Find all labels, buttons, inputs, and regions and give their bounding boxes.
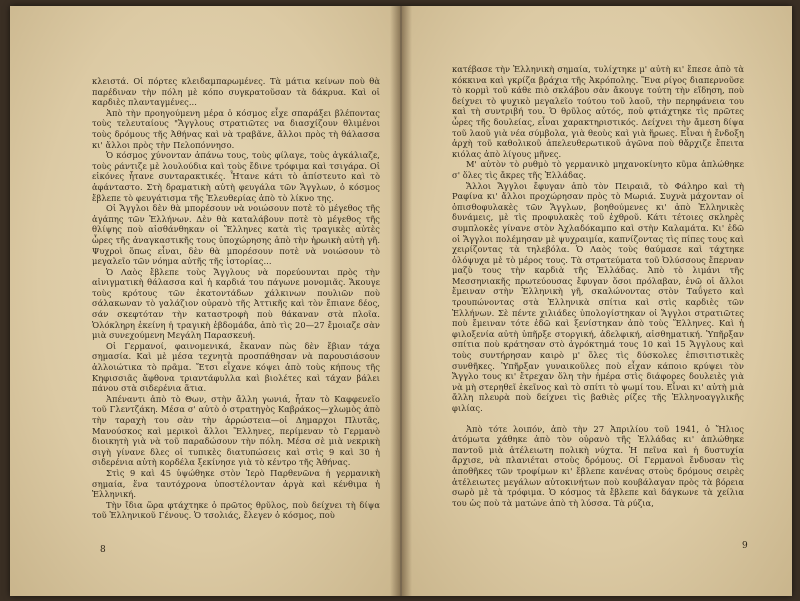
right-page — [402, 6, 792, 596]
paragraph: Ἀπὸ τότε λοιπόν, ἀπὸ τὴν 27 Ἀπριλίου τοῦ 1941, ὁ Ἥλιος ἀτόμωτα χάθηκε ἀπὸ τὸν οὐρανὸ τῆς Ἑλλάδας κι' ἁπλώθηκε παντοῦ μιὰ ἀτέλειωτη πολικὴ νύχτα. Ἡ πεῖνα καὶ ἡ δυστυχία ἄρχισε, νὰ πλανιέται στοὺς δρόμους. Οἱ Γερμανοὶ ἔνδυσαν τὶς ἀποθῆκες τῶν τροφίμων κι' ἔβλεπε κανένας στοὺς δρόμους σειρὲς ἀτέλειωτες μεγάλων αὐτοκινήτων ποὺ κουβάλαγαν πρὸς τὰ βόρεια σωρὸ μὲ τὰ τρόφιμα. Ὁ κόσμος τὰ ἔβλεπε καὶ δάγκωνε τὰ χείλια του ὡς ποὺ τὰ ματώνε ἀπὸ τὴ λύσσα. Τὰ ρύζια, — [452, 423, 744, 508]
paragraph: Ἀπὸ τὴν προηγούμενη μέρα ὁ κόσμος εἶχε σπαράξει βλέποντας τοὺς τελευταίους "Ἄγγλους στρατιῶτες να διασχίζουν θλιμένοι τοὺς δρόμους τῆς Ἀθήνας καὶ νὰ τραβᾶνε, ἄλλοι πρὸς τὴ θάλασσα κι' ἄλλοι πρὸς τὴν Πελοπόννησο. — [92, 107, 380, 150]
paragraph: Ἀπέναντι ἀπὸ τὸ Θων, στὴν ἄλλη γωνιά, ἦταν τὸ Καφφενεῖο τοῦ Γλεντζάκη. Μέσα σ' αὐτὸ ὁ στρατηγὸς Καβράκος—χλωμὸς ἀπὸ τὴν ταραχὴ του σὰν τὴν ἀρρώστεια—οἱ Δημαρχοι Πλυτᾶς, Μανούσκος καὶ μερικοὶ ἄλλοι Ἕλληνες, περίμεναν τὸ Γερμανὸ διοικητὴ γιὰ νὰ τοῦ παραδώσουν τὴν πόλη. Μέσα σὲ μιὰ νεκρικὴ σιγὴ γίνανε δλες οἱ τυπικὲς διατυπώσεις καὶ στὶς 9 καὶ 30 ἡ σιδερένια αὐτὴ κορδέλα ξεκίνησε γιὰ τὸ κέντρο τῆς Ἀθήνας. — [92, 393, 380, 468]
left-page — [10, 6, 400, 596]
paragraph: Ὁ κόσμος χύνονταν ἀπάνω τους, τοὺς φίλαγε, τοὺς ἀγκάλιαζε, τοὺς ράντιζε μὲ λουλούδια καὶ τοὺς ἔδινε τρόφιμα καὶ τσιγάρα. Οἱ εἰκόνες ἦτανε συνταρακτικές. Ἦτανε κάτι τὸ ἀπίστευτο καὶ τὸ ἀφάνταστο. Στὴ δραματικὴ αὐτὴ φευγάλα τῶν Ἄγγλων, ὁ κόσμος ἔβλεπε τὸ φευγάτισμα τῆς Ἐλευθερίας ἀπὸ τὸ λίκνο της. — [92, 150, 380, 203]
right-page-text — [452, 64, 744, 508]
paragraph: κλειστά. Οἱ πόρτες κλειδαμπαρωμένες. Τὰ μάτια κείνων ποὺ θὰ παρέδιναν τὴν πόλη μὲ κόπο συγκρατοῦσαν τὰ δάκρυα. Καὶ οἱ καρδιὲς πλανταγμένες... — [92, 76, 380, 108]
paragraph: Στὶς 9 καὶ 45 ὑψώθηκε στὸν Ἱερὸ Παρθενῶνα ἡ γερμανικὴ σημαία, ἕνα ταυτόχρονα ὑποστέλονταν ἀργὰ καὶ κένθιμα ἡ Ἑλληνική. — [92, 467, 380, 500]
page-number: 9 — [742, 541, 748, 551]
paragraph: Οἱ Γερμανοί, φαινομενικά, ἔκαναν πὼς δὲν ἔβιαν τάχα σημασία. Καὶ μὲ μέσα τεχνητὰ προσπάθησαν νὰ παρουσιάσουν ἀλλοιώτικα τὸ πρᾶμα. Ἔτσι εἶχανε κόψει ἀπὸ τοὺς κήπους τῆς Κηφισσιᾶς ἄφθονα τριαντάφυλλα καὶ βιολέτες καὶ τάχαν βάλει πάνου στὰ σιδερένια ἅτια. — [92, 340, 380, 394]
book-spread — [10, 6, 792, 596]
paragraph: Μ' αὐτὸν τὸ ρυθμὸ τὸ γερμανικὸ μηχανοκίνητο κῦμα ἁπλώθηκε σ' ὅλες τὶς ἄκρες τῆς Ἑλλάδας. — [452, 159, 744, 180]
page-number: 8 — [100, 545, 106, 555]
paragraph: Ἄλλοι Ἄγγλοι ἔφυγαν ἀπὸ τὸν Πειραιᾶ, τὸ Φάληρο καὶ τὴ Ραφίνα κι' ἄλλοι προχώρησαν πρὸς τὸ Μωριά. Συχνὰ μάχονταν οἱ ὀπισθοφυλακὲς τῶν Ἄγγλων, βοηθούμενες κι' ἀπὸ Ἑλληνικὲς δυνάμεις, μὲ τὶς προφυλακὲς τοῦ ἐχθροῦ. Κάτι τέτοιες σκληρὲς συμπλοκὲς γίνανε στὸν Ἀχλαδόκαμπο καὶ στὴν Καλαμάτα. Κι' ἐδῶ οἱ Ἄγγλοι πολέμησαν μὲ ψυχραιμία, καπνίζοντας τὶς πίπες τους καὶ χειρίζοντας τὰ τηλεβόλα. Ὁ Λαὸς τοὺς θαύμασε καὶ τάχτηκε ὁλόψυχα μὲ τὸ μέρος τους. Τὰ στρατεύματα τοῦ Ὀλύσσους ἔπερναν μαζὺ τους τὴν καρδιὰ τῆς Ἑλλάδας. Ἀπὸ τὸ λιμάνι τῆς Μεσσηνιακῆς πρωτεύουσας ἔφυγαν ὅσοι πρόλαβαν, ἐνῶ οἱ ἄλλοι ἔμειναν στὴν Ἑλληνικὴ γῆ, σκαλώνοντας στὸν Ταΰγετο καὶ τρουπώνοντας στὰ Ἑλληνικὰ σπίτια καὶ στὶς καρδιὲς τῶν Ἑλλήνων. Σὲ πέντε χιλιάδες ὑπολογίστηκαν οἱ Ἄγγλοι στρατιῶτες ποὺ ἔμειναν τότε ἐδῶ καὶ ξενίστηκαν ἀπὸ τοὺς Ἕλληνες. Καὶ ἡ φιλοξενία αὐτὴ ὑπῆρξε στοργική, ἀδελφική, αἰσθηματική. Ὑπῆρξαν σπίτια ποὺ κράτησαν στὸ ἀγρόκτημά τους 10 καὶ 15 Ἄγγλους καὶ τοὺς συντήρησαν καιρὸ μ' ὅλες τὶς δύσκολες ἐπισιτιστικὲς συνθῆκες. Ὑπῆρξαν γυναικοῦλες ποὺ εἶχαν κάποιο κρύψει τὸν Ἄγγλο τους κι' ἔτρεχαν ὅλη τὴν ἡμέρα στὶς διάφορες δουλειὲς γιὰ νὰ μὴ στερηθεῖ ἐκεῖνος καὶ τὸ σπίτι τὸ ψωμί του. Εἶναι κι' αὐτὴ μιὰ ἄλλη πλευρὰ ποὺ δείχνει τὶς βαθιὲς ρίζες τῆς Ἑλληνοαγγλικῆς φιλίας. — [452, 180, 744, 413]
paragraph: Οἱ Ἄγγλοι δὲν θὰ μπορέσουν νὰ νοιώσουν ποτὲ τὸ μέγεθος τῆς ἀγάπης τῶν Ἑλλήνων. Δὲν θὰ καταλάβουν ποτὲ τὸ μέγεθος τῆς θλίψης ποὺ αἰσθάνθηκαν οἱ Ἕλληνες κατὰ τὶς τραγικὲς αὐτὲς ὧρες τῆς ἀναγκαστικῆς τους ὑποχώρησης ἀπὸ τὴν ἡρωικὴ αὐτὴ γῆ. Ψυχροὶ ὅπως εἶναι, δὲν θὰ μπορέσουν ποτὲ νὰ νοιώσουν τὸ μεγαλεῖο τῶν νόημα αὐτῆς τῆς ἱστορίας... — [92, 203, 380, 267]
left-page-text — [92, 76, 380, 521]
book-gutter — [390, 6, 412, 596]
paragraph: Ὁ Λαὸς ἔβλεπε τοὺς Ἄγγλους νὰ πορεύουνται πρὸς τὴν αἰνιγματικὴ θάλασσα καὶ ἡ καρδιά του πάγωνε μονομιᾶς. Ἄκουγε τοὺς κρότους τῶν ἑκατοντάδων χάλκινων πουλιῶν ποὺ σάλακωναν τὸ γαλάζιον οὐρανὸ τῆς Ἀττικῆς καὶ τὸν ἔπιανε δέος, σάν σκεφτόταν τὴν καταστροφὴ ποὺ θάκαναν στὰ πλοῖα. Ὁλόκληρη ἐκείνη ἡ τραγικὴ ἑβδομάδα, ἀπὸ τὶς 20—27 ἔμοιαζε σὰν μιὰ συνεχούμενη Μεγάλη Παρασκευή. — [92, 266, 380, 341]
paragraph: Τὴν ἴδια ὥρα φτάχτηκε ὁ πρῶτος θρῦλος, ποὺ δείχνει τὴ δίψα τοῦ Ἑλληνικοῦ Γένους. Ὁ τσολιάς, ἔλεγεν ὁ κόσμος, ποὺ — [92, 499, 380, 521]
paragraph: κατέβασε τὴν Ἑλληνικὴ σημαία, τυλίχτηκε μ' αὐτὴ κι' ἔπεσε ἀπὸ τὰ κόκκινα καὶ γκρίζα βράχια τῆς Ἀκρόπολης. Ἕνα ρίγος διαπερνοῦσε τὸ κορμὶ τοῦ κάθε πιὸ σκλάβου σὰν ἄκουγε τούτη τὴν εἴδηση, ποὺ δείχνει τὸ ψυχικὸ μεγαλεῖο τούτου τοῦ λαοῦ, τὴν περηφάνεια του καὶ τὴ συντριβή του. Ὁ θρῦλος αὐτός, ποὺ φτιάχτηκε τὶς πρῶτες ὧρες τῆς δουλείας, εἶναι χαρακτηριστικός. Δείχνει τὴν ἄμεση δίψα τοῦ λαοῦ γιὰ νέα σύμβολα, γιὰ θεοὺς καὶ γιὰ ἥρωες. Εἶναι ἡ ἔνδοξη ἀρχὴ τοῦ καθολικοῦ ἀπελευθερωτικοῦ ἀγῶνα ποὺ θἄρχιζε ἔπειτα κιόλας ἀπὸ λίγους μῆνες. — [452, 64, 744, 159]
